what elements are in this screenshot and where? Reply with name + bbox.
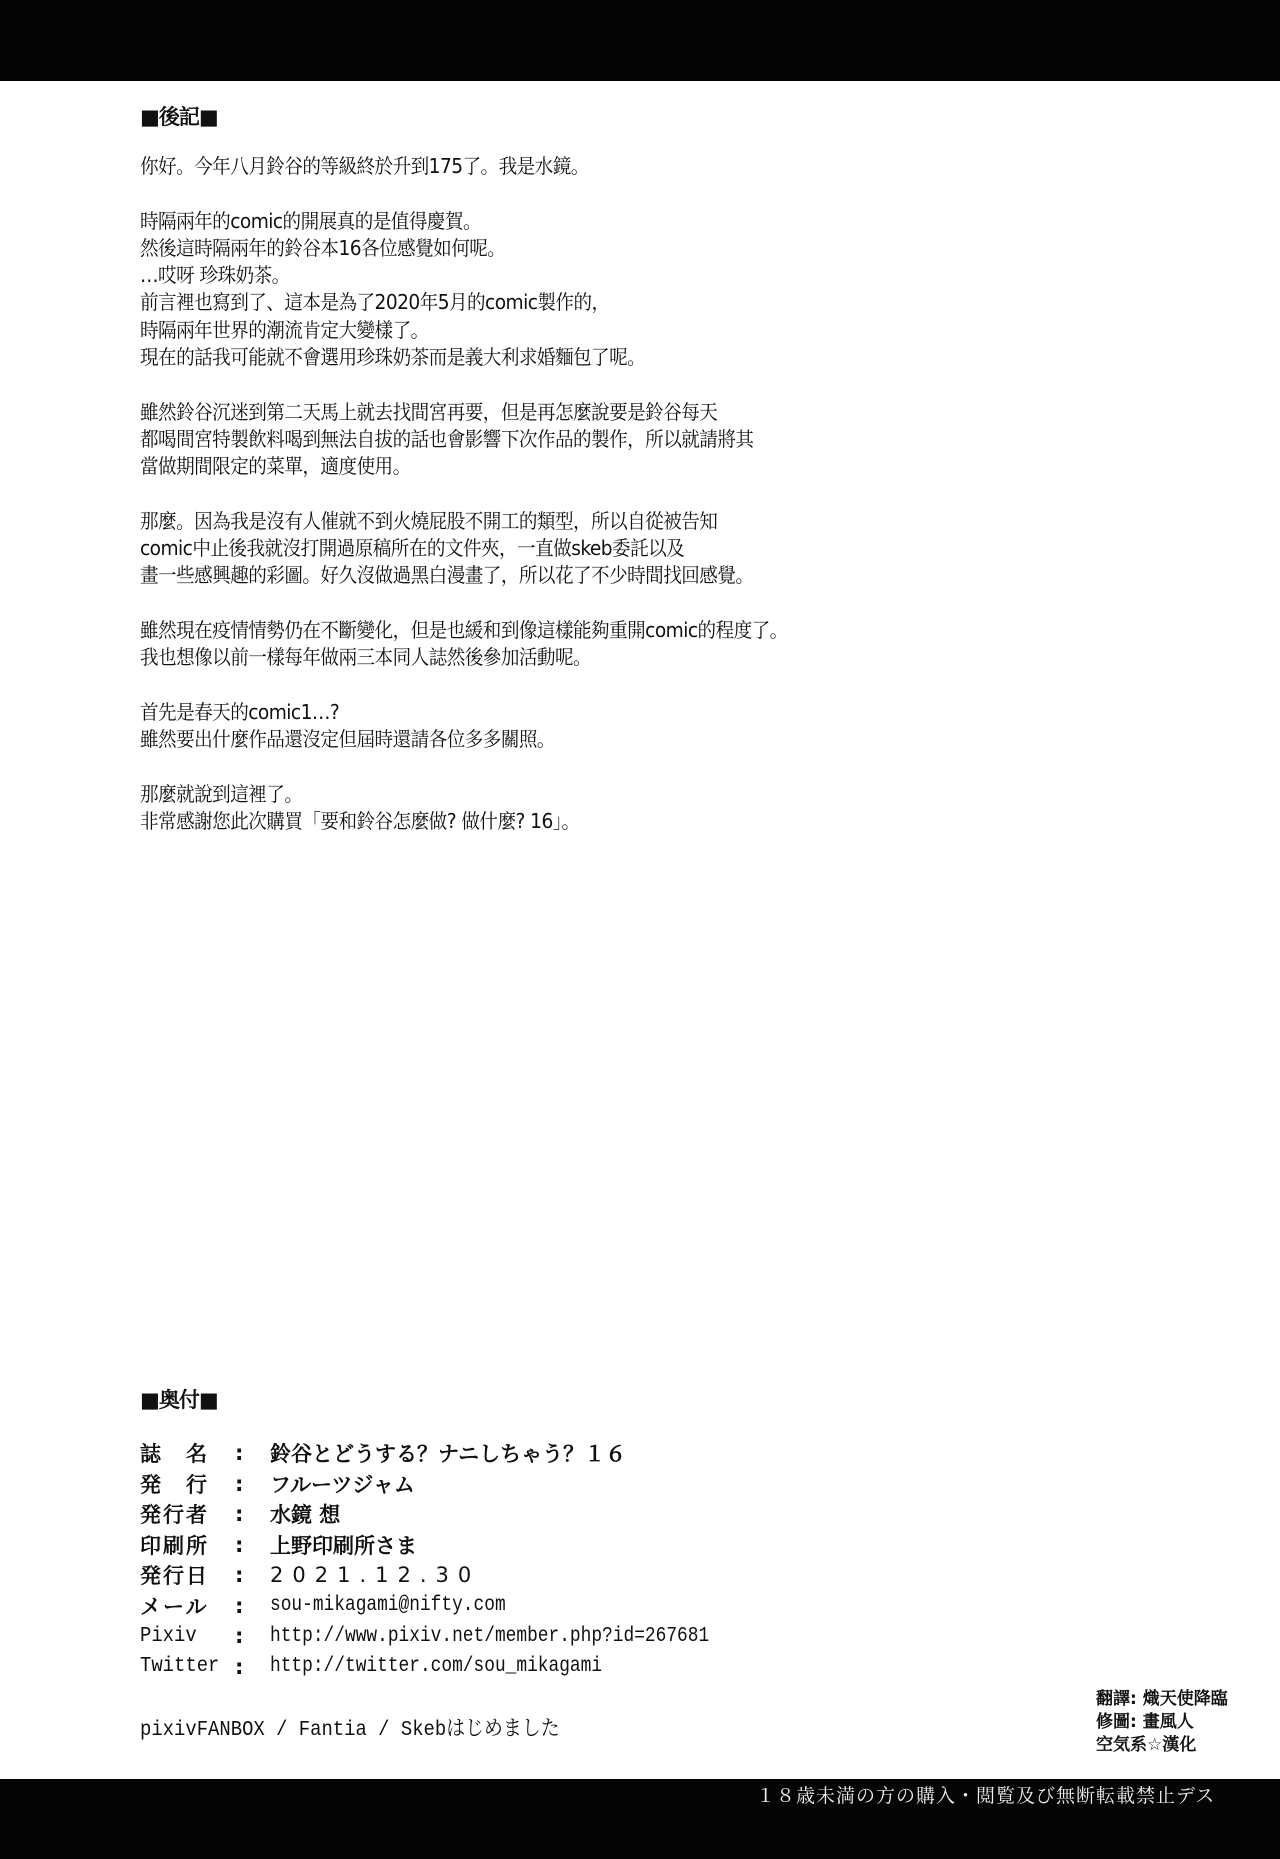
colophon-row-issuer	[140, 1499, 787, 1530]
afterword-line: comic中止後我就沒打開過原稿所在的文件夾，一直做skeb委託以及	[140, 536, 685, 561]
credit-group: 空気系☆漢化	[1096, 1735, 1197, 1755]
translation-credits	[1096, 1688, 1228, 1757]
row-value: 水鏡 想	[270, 1503, 341, 1528]
afterword-line: 現在的話我可能就不會選用珍珠奶茶而是義大利求婚麵包了呢。	[140, 345, 646, 370]
colon: :	[235, 1502, 244, 1527]
afterword-body	[140, 153, 788, 863]
colon: :	[235, 1654, 244, 1679]
afterword-line: 雖然鈴谷沉迷到第二天馬上就去找間宮再要，但是再怎麼說要是鈴谷每天	[140, 399, 718, 424]
colon: :	[235, 1441, 244, 1466]
colophon-row-pixiv	[140, 1621, 787, 1652]
row-label: Twitter	[140, 1655, 220, 1679]
row-label: 印刷所	[140, 1533, 209, 1558]
colophon-table	[140, 1438, 787, 1682]
pixiv-link[interactable]: http://www.pixiv.net/member.php?id=267681	[270, 1624, 710, 1648]
colon: :	[235, 1563, 244, 1588]
row-value: 上野印刷所さま	[270, 1533, 417, 1558]
afterword-line: 畫一些感興趣的彩圖。好久沒做過黑白漫畫了，所以花了不少時間找回感覺。	[140, 563, 754, 588]
afterword-line: 我也想像以前一樣每年做兩三本同人誌然後參加活動呢。	[140, 645, 592, 670]
afterword-line: 時隔兩年世界的潮流肯定大變樣了。	[140, 317, 429, 342]
row-label: 発行者	[140, 1503, 209, 1528]
afterword-paragraph	[140, 399, 788, 481]
afterword-heading: ■後記■	[140, 105, 218, 129]
afterword-line: 那麼。因為我是沒有人催就不到火燒屁股不開工的類型，所以自從被告知	[140, 508, 718, 533]
colophon-row-email	[140, 1591, 787, 1622]
afterword-paragraph	[140, 208, 788, 372]
afterword-line: …哎呀 珍珠奶茶。	[140, 263, 290, 288]
top-black-bar	[0, 0, 1280, 81]
credit-translator: 翻譯: 熾天使降臨	[1096, 1689, 1228, 1709]
twitter-link[interactable]: http://twitter.com/sou_mikagami	[270, 1655, 603, 1679]
colophon-row-date	[140, 1560, 787, 1591]
afterword-paragraph	[140, 781, 788, 836]
afterword-line: 首先是春天的comic1…?	[140, 699, 340, 724]
colon: :	[235, 1471, 244, 1496]
age-warning: １８歳未満の方の購入・閲覧及び無断転載禁止デス	[756, 1785, 1216, 1807]
afterword-paragraph	[140, 699, 788, 754]
row-label: Pixiv	[140, 1624, 197, 1648]
colophon-row-title	[140, 1438, 787, 1469]
platforms-note: pixivFANBOX / Fantia / Skebはじめました	[140, 1719, 560, 1742]
email-link[interactable]: sou-mikagami@nifty.com	[270, 1594, 506, 1618]
colophon-row-twitter	[140, 1652, 787, 1683]
colophon-row-printer	[140, 1530, 787, 1561]
afterword-line: 非常感謝您此次購買「要和鈴谷怎麼做? 做什麼? 16」。	[140, 809, 580, 834]
row-label: メール	[140, 1594, 209, 1619]
afterword-line: 時隔兩年的comic的開展真的是值得慶賀。	[140, 208, 482, 233]
afterword-line: 當做期間限定的菜單，適度使用。	[140, 454, 411, 479]
afterword-line: 然後這時隔兩年的鈴谷本16各位感覺如何呢。	[140, 235, 506, 260]
colophon-row-publisher	[140, 1469, 787, 1500]
afterword-line: 都喝間宮特製飲料喝到無法自拔的話也會影響下次作品的製作，所以就請將其	[140, 426, 754, 451]
afterword-line: 雖然現在疫情情勢仍在不斷變化，但是也緩和到像這樣能夠重開comic的程度了。	[140, 618, 788, 643]
colon: :	[235, 1532, 244, 1557]
row-label: 発行日	[140, 1564, 209, 1589]
row-value: 2021.12.30	[270, 1563, 481, 1588]
row-value: フルーツジャム	[270, 1472, 415, 1497]
credit-editor: 修圖: 畫風人	[1096, 1712, 1194, 1732]
colon: :	[235, 1593, 244, 1618]
afterword-line: 雖然要出什麼作品還沒定但屆時還請各位多多關照。	[140, 727, 555, 752]
afterword-paragraph	[140, 508, 788, 590]
afterword-line: 那麼就說到這裡了。	[140, 781, 303, 806]
afterword-paragraph	[140, 153, 788, 180]
row-label: 発 行	[140, 1472, 209, 1497]
afterword-line: 前言裡也寫到了、這本是為了2020年5月的comic製作的，	[140, 290, 610, 315]
colon: :	[235, 1624, 244, 1649]
row-value: 鈴谷とどうする？ナニしちゃう？１６	[270, 1442, 627, 1467]
afterword-paragraph	[140, 617, 788, 672]
afterword-line: 你好。今年八月鈴谷的等級終於升到175了。我是水鏡。	[140, 154, 589, 178]
row-label: 誌 名	[140, 1442, 209, 1467]
colophon-heading: ■奥付■	[140, 1388, 218, 1412]
